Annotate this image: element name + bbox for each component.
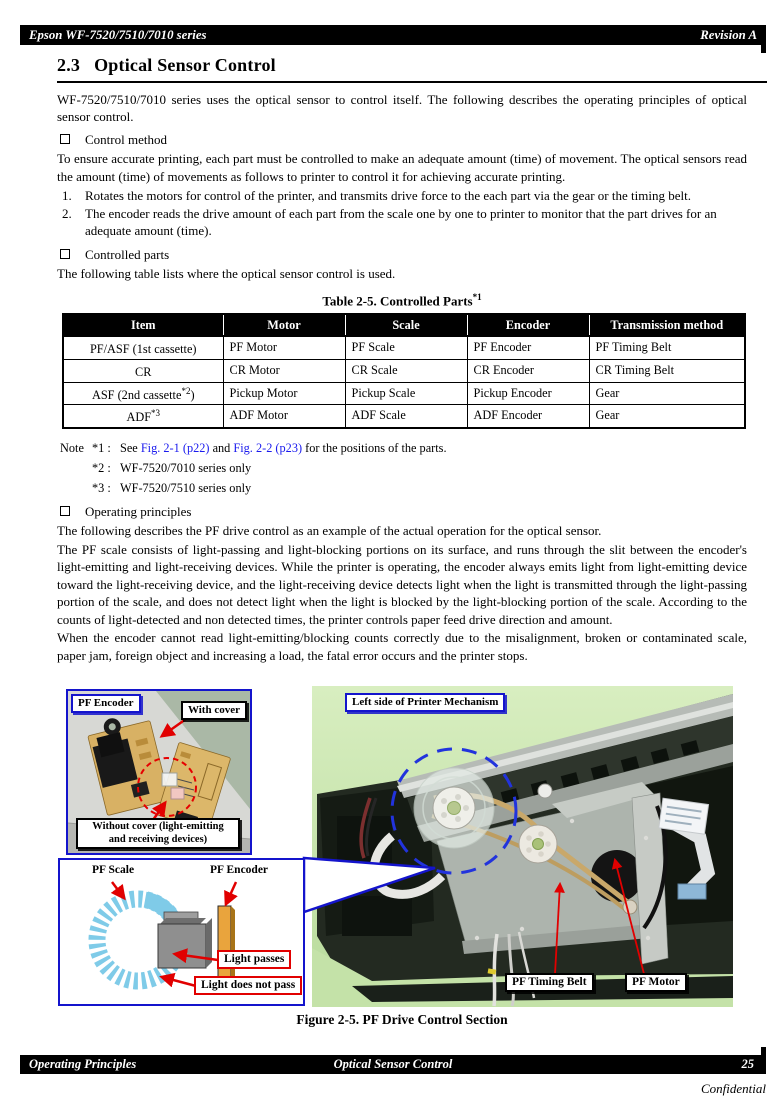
control-method-heading <box>60 131 747 149</box>
printer-mechanism-photo <box>312 686 733 1007</box>
figure-2-5 <box>57 686 747 1038</box>
left-side-of-printer-mechanism-label: Left side of Printer Mechanism <box>345 693 505 712</box>
col-header-method: Transmission method <box>589 314 745 336</box>
encoder-body <box>158 924 206 968</box>
footer-bar-shadow <box>761 1047 766 1056</box>
note-3-text: WF-7520/7510 series only <box>120 480 252 495</box>
intro-paragraph: WF-7520/7510/7010 series uses the optical sensor to control itself. The following describes the operating principles of optical sensor control. <box>57 91 747 124</box>
operating-principles-heading <box>60 503 747 521</box>
footer-page-number: 25 <box>741 1057 754 1071</box>
table-caption-text: Table 2-5. Controlled Parts <box>322 292 473 308</box>
section-title-text: Optical Sensor Control <box>94 55 276 75</box>
col-header-motor: Motor <box>223 314 345 336</box>
header-revision: Revision A <box>700 27 757 42</box>
table-header-row <box>63 314 745 336</box>
fig-2-1-link[interactable]: Fig. 2-1 (p22) <box>140 440 210 455</box>
pf-encoder-arrow <box>226 882 236 904</box>
note-3 <box>92 478 747 498</box>
header-bar <box>20 25 766 45</box>
header-bar-shadow <box>761 44 766 53</box>
note-2-label: *2 : <box>92 460 111 475</box>
table-notes <box>57 438 747 498</box>
pf-motor-label: PF Motor <box>625 973 687 992</box>
footer-chapter: Operating Principles <box>29 1057 137 1071</box>
table-row: ASF (2nd cassette$^{*2}$) Pickup Motor Pickup Scale Pickup Encoder Gear <box>63 382 745 405</box>
operating-principles-label: Operating principles <box>85 503 192 519</box>
control-method-list <box>57 187 747 240</box>
table-caption-footnote-ref: *1 <box>472 291 482 302</box>
operating-principles-p3: When the encoder cannot read light-emitting/blocking counts correctly due to the misalignment, broken or contaminated scale, paper jam, foreign object and increasing a load, the fatal error occurs and the printer stops. <box>57 630 747 663</box>
printer-mechanism-illustration <box>312 686 733 1007</box>
operating-principles-p1: The following describes the PF drive control as an example of the actual operation for the optical sensor. <box>57 523 602 539</box>
control-method-body: To ensure accurate printing, each part must be controlled to make an adequate amount (time) of movement. The optical sensors read the amount (time) of movements as follows to printer to control it for achieving accurate printing. <box>57 151 747 184</box>
list-number: 2. <box>62 205 72 221</box>
without-cover-label: Without cover (light-emitting and receiving devices) <box>76 818 240 849</box>
checkbox-icon <box>60 134 70 144</box>
header-series-title: Epson WF-7520/7510/7010 series <box>29 27 207 42</box>
table-caption <box>57 289 747 310</box>
checkbox-icon <box>60 506 70 516</box>
note-word: Note <box>60 440 84 455</box>
light-blocked-arrow <box>162 977 196 986</box>
pf-encoder-title-label: PF Encoder <box>71 694 141 713</box>
controlled-parts-body: The following table lists where the optical sensor control is used. <box>57 266 396 281</box>
checkbox-icon <box>60 249 70 259</box>
note-2 <box>92 458 747 478</box>
list-item <box>57 187 747 205</box>
list-item-text: The encoder reads the drive amount of each part from the scale one by one to printer to monitor that the part drives for an adequate amount (time). <box>85 205 717 238</box>
callout-triangle <box>297 850 447 920</box>
section-title <box>57 57 767 83</box>
page-content <box>57 57 747 664</box>
list-number: 1. <box>62 188 72 203</box>
footer-bar <box>20 1055 766 1074</box>
col-header-scale: Scale <box>345 314 467 336</box>
pf-timing-belt-label: PF Timing Belt <box>505 973 594 992</box>
controlled-parts-heading <box>60 246 747 264</box>
footer-section: Optical Sensor Control <box>333 1057 453 1071</box>
controlled-parts-label: Controlled parts <box>85 246 170 262</box>
controlled-parts-table <box>62 313 746 428</box>
fig-2-2-link[interactable]: Fig. 2-2 (p23) <box>233 440 303 455</box>
pf-scale-arrow <box>112 882 124 898</box>
table-row: ADF$^{*3}$ ADF Motor ADF Scale ADF Encoder Gear <box>63 405 745 428</box>
note-1 <box>60 438 747 458</box>
with-cover-label: With cover <box>181 701 247 720</box>
note-1-text: See Fig. 2-1 (p22) and Fig. 2-2 (p23) for the positions of the parts. <box>120 440 447 455</box>
light-does-not-pass-label: Light does not pass <box>194 976 302 995</box>
control-method-label: Control method <box>85 131 167 147</box>
col-header-encoder: Encoder <box>467 314 589 336</box>
list-item <box>57 205 747 240</box>
note-2-text: WF-7520/7010 series only <box>120 460 252 475</box>
figure-caption: Figure 2-5. PF Drive Control Section <box>296 1012 508 1027</box>
note-3-label: *3 : <box>92 480 111 495</box>
pf-scale-label: PF Scale <box>92 864 135 876</box>
light-passes-label: Light passes <box>217 950 291 969</box>
pf-scale-diagram <box>58 858 305 1006</box>
section-number: 2.3 <box>57 55 81 75</box>
table-row: CR CR Motor CR Scale CR Encoder CR Timing Belt <box>63 359 745 382</box>
col-header-item: Item <box>63 314 223 336</box>
list-item-text: Rotates the motors for control of the printer, and transmits drive force to the each part via the gear or the timing belt. <box>85 188 691 203</box>
confidential-notice: Confidential <box>701 1081 766 1096</box>
note-1-label: *1 : <box>92 440 111 455</box>
operating-principles-p2: The PF scale consists of light-passing and light-blocking portions on its surface, and runs through the slit between the encoder's light-emitting and light-receiving devices. While the printer is operating, the encoder always emits light from light-emitting device toward the light-receiving device, and the light-receiving device detects light when the light is transmitted through the light-passing portion of the scale, and does not detect light when the light is blocked by the light-blocking portion of the scale. According to the counts of light-detected and non detected times, the printer controls paper feed drive direction and amount. <box>57 541 747 627</box>
pf-encoder-diagram-label: PF Encoder <box>210 864 269 876</box>
pf-encoder-photo <box>66 689 252 855</box>
table-row: PF/ASF (1st cassette) PF Motor PF Scale PF Encoder PF Timing Belt <box>63 336 745 359</box>
